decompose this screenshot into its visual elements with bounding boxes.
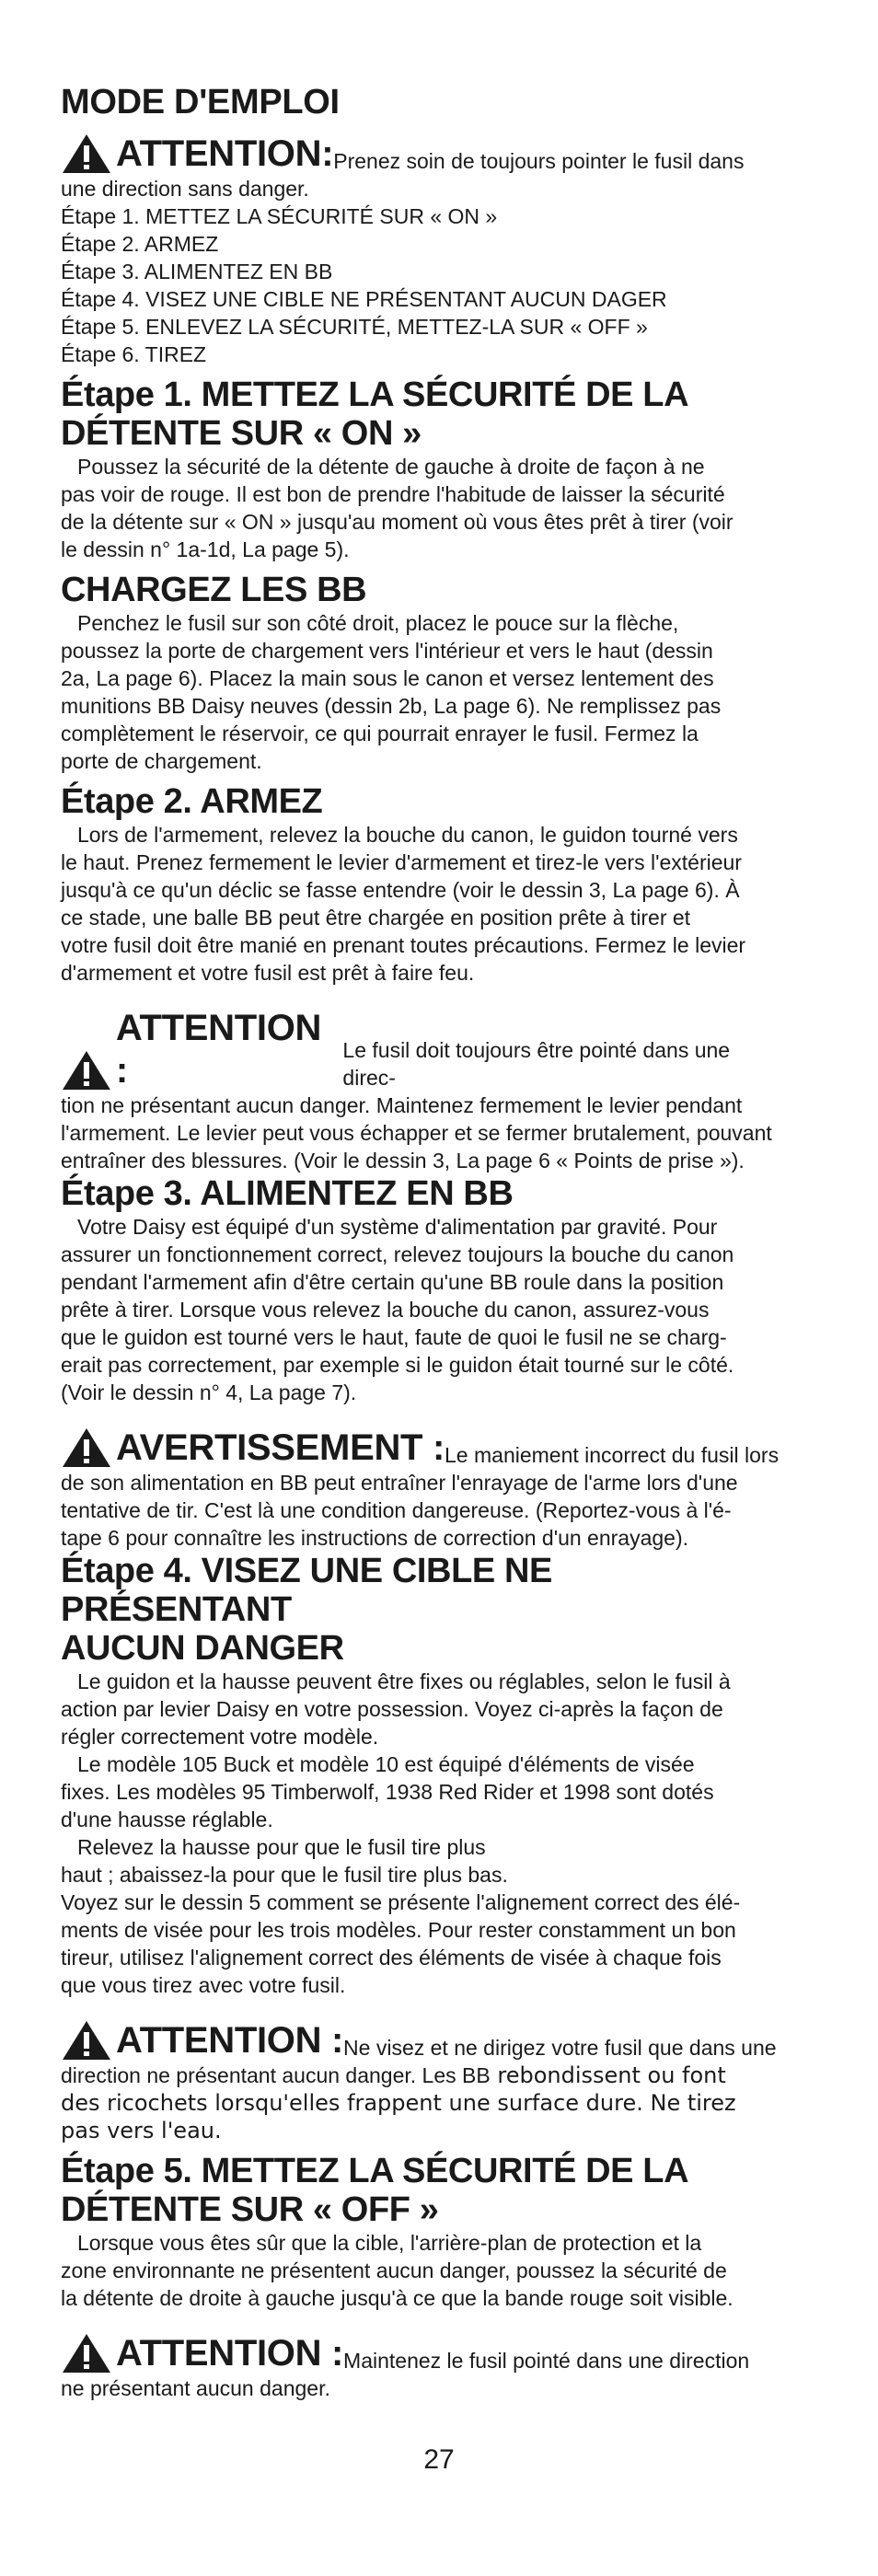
step1-heading-line1: Étape 1. METTEZ LA SÉCURITÉ DE LA <box>61 375 689 414</box>
step2-body <box>61 821 788 987</box>
body-line: Voyez sur le dessin 5 comment se présente l'alignement correct des élé- <box>61 1890 741 1914</box>
warning-label: ATTENTION : <box>116 2020 344 2061</box>
steps-list <box>61 202 788 368</box>
warning-label: AVERTISSEMENT : <box>116 1427 445 1468</box>
body-line: complètement le réservoir, ce qui pourrait enrayer le fusil. Fermez la <box>61 722 699 745</box>
warning-text: Le fusil doit toujours être pointé dans une direc- <box>342 1038 731 1090</box>
warning-triangle-icon <box>61 1049 112 1092</box>
body-line: ments de visée pour les trois modèles. Pour rester constamment un bon <box>61 1918 736 1942</box>
steps-list-item: Étape 3. ALIMENTEZ EN BB <box>61 260 333 283</box>
warning-line-part: rebondissent ou font <box>490 2062 726 2088</box>
body-line: Lors de l'armement, relevez la bouche du canon, le guidon tourné vers <box>77 823 738 847</box>
steps-list-item: Étape 1. METTEZ LA SÉCURITÉ SUR « ON » <box>61 204 498 228</box>
charge-heading: CHARGEZ LES BB <box>61 571 367 609</box>
step3-body <box>61 1213 788 1406</box>
warning-triangle-icon <box>61 2332 112 2374</box>
body-line: Le modèle 105 Buck et modèle 10 est équipé d'éléments de visée <box>77 1752 695 1776</box>
body-line: porte de chargement. <box>61 749 262 773</box>
warning-label: ATTENTION : <box>116 2333 344 2374</box>
body-line: Lorsque vous êtes sûr que la cible, l'arrière-plan de protection et la <box>77 2231 702 2255</box>
step1-heading-line2: DÉTENTE SUR « ON » <box>61 414 422 453</box>
body-line: que le guidon est tourné vers le haut, faute de quoi le fusil ne se charg- <box>61 1325 727 1349</box>
step4-heading-line1: Étape 4. VISEZ UNE CIBLE NE PRÉSENTANT <box>61 1552 552 1629</box>
body-line: le dessin n° 1a-1d, La page 5). <box>61 537 350 561</box>
warning-block <box>61 2019 788 2144</box>
body-line: poussez la porte de chargement vers l'intérieur et vers le haut (dessin <box>61 639 713 663</box>
body-line: ce stade, une balle BB peut être chargée en position prête à tirer et <box>61 906 691 930</box>
warning-line: pas vers l'eau. <box>61 2118 222 2143</box>
warning-line: entraîner des blessures. (Voir le dessin 3, La page 6 « Points de prise »). <box>61 1149 745 1172</box>
step4-heading <box>61 1552 788 1668</box>
step5-heading-line1: Étape 5. METTEZ LA SÉCURITÉ DE LA <box>61 2152 689 2190</box>
page-number: 27 <box>423 2444 455 2475</box>
body-line: Le guidon et la hausse peuvent être fixes ou réglables, selon le fusil à <box>77 1669 731 1693</box>
warning-block <box>61 2332 788 2402</box>
body-line: Penchez le fusil sur son côté droit, placez le pouce sur la flèche, <box>77 611 679 635</box>
warning-line: tape 6 pour connaître les instructions de correction d'un enrayage). <box>61 1526 689 1550</box>
body-line: fixes. Les modèles 95 Timberwolf, 1938 Red Rider et 1998 sont dotés <box>61 1780 714 1804</box>
body-line: Votre Daisy est équipé d'un système d'alimentation par gravité. Pour <box>77 1215 718 1239</box>
body-line: tireur, utilisez l'alignement correct des éléments de visée à chaque fois <box>61 1946 722 1970</box>
body-line: 2a, La page 6). Placez la main sous le canon et versez lentement des <box>61 666 714 690</box>
body-line: de la détente sur « ON » jusqu'au moment où vous êtes prêt à tirer (voir <box>61 510 734 534</box>
warning-text-rest: ne présentant aucun danger. <box>61 2376 330 2400</box>
step3-heading: Étape 3. ALIMENTEZ EN BB <box>61 1174 514 1213</box>
warning-line: tentative de tir. C'est là une condition dangereuse. (Reportez-vous à l'é- <box>61 1498 732 1522</box>
body-line: pas voir de rouge. Il est bon de prendre l'habitude de laisser la sécurité <box>61 482 725 506</box>
step5-heading <box>61 2152 788 2229</box>
body-line: jusqu'à ce qu'un déclic se fasse entendre (voir le dessin 3, La page 6). À <box>61 878 740 902</box>
page-content <box>61 81 788 2402</box>
body-line: régler correctement votre modèle. <box>61 1725 379 1749</box>
body-line: pendant l'armement afin d'être certain qu'une BB roule dans la position <box>61 1270 724 1294</box>
step5-body <box>61 2229 788 2312</box>
warning-block <box>61 1007 788 1174</box>
warning-line: de son alimentation en BB peut entraîner l'enrayage de l'arme lors d'une <box>61 1471 738 1495</box>
body-line: Relevez la hausse pour que le fusil tire plus <box>77 1835 486 1859</box>
body-line: la détente de droite à gauche jusqu'à ce que la bande rouge soit visible. <box>61 2286 734 2310</box>
step2-heading: Étape 2. ARMEZ <box>61 782 323 821</box>
steps-list-item: Étape 6. TIREZ <box>61 342 207 366</box>
warning-text: Prenez soin de toujours pointer le fusil dans <box>333 149 745 173</box>
body-line: (Voir le dessin n° 4, La page 7). <box>61 1380 357 1404</box>
steps-list-item: Étape 2. ARMEZ <box>61 232 219 256</box>
warning-line: l'armement. Le levier peut vous échapper et se fermer brutalement, pouvant <box>61 1121 772 1145</box>
warning-line-part: direction ne présentant aucun danger. Les BB <box>61 2063 491 2087</box>
body-line: erait pas correctement, par exemple si le guidon était tourné sur le côté. <box>61 1353 734 1377</box>
intro-warning <box>61 133 788 202</box>
body-line: d'une hausse réglable. <box>61 1808 273 1831</box>
warning-text: Maintenez le fusil pointé dans une direction <box>343 2349 750 2373</box>
warning-label: ATTENTION: <box>116 133 334 174</box>
body-line: Poussez la sécurité de la détente de gauche à droite de façon à ne <box>77 455 705 479</box>
charge-body <box>61 609 788 775</box>
steps-list-item: Étape 4. VISEZ UNE CIBLE NE PRÉSENTANT AUCUN DAGER <box>61 287 667 311</box>
step1-body <box>61 453 788 563</box>
warning-text: Ne visez et ne dirigez votre fusil que dans une <box>343 2036 777 2060</box>
body-line: votre fusil doit être manié en prenant toutes précautions. Fermez le levier <box>61 933 746 957</box>
body-line: assurer un fonctionnement correct, relevez toujours la bouche du canon <box>61 1242 734 1266</box>
warning-line: tion ne présentant aucun danger. Maintenez fermement le levier pendant <box>61 1093 743 1117</box>
body-line: zone environnante ne présentent aucun danger, poussez la sécurité de <box>61 2258 727 2282</box>
warning-line: des ricochets lorsqu'elles frappent une surface dure. Ne tirez <box>61 2090 736 2116</box>
warning-triangle-icon <box>61 1427 112 1469</box>
body-line: prête à tirer. Lorsque vous relevez la bouche du canon, assurez-vous <box>61 1298 710 1322</box>
warning-block <box>61 1427 788 1552</box>
body-line: haut ; abaissez-la pour que le fusil tire plus bas. <box>61 1863 508 1887</box>
body-line: le haut. Prenez fermement le levier d'armement et tirez-le vers l'extérieur <box>61 850 742 874</box>
body-line: que vous tirez avec votre fusil. <box>61 1973 346 1997</box>
warning-triangle-icon <box>61 2019 112 2062</box>
body-line: action par levier Daisy en votre possession. Voyez ci-après la façon de <box>61 1697 723 1721</box>
warning-line <box>61 2062 788 2089</box>
warning-text: Le maniement incorrect du fusil lors <box>445 1443 780 1467</box>
warning-triangle-icon <box>61 133 112 175</box>
steps-list-item: Étape 5. ENLEVEZ LA SÉCURITÉ, METTEZ-LA SUR « OFF » <box>61 315 648 339</box>
step1-heading <box>61 375 788 453</box>
step5-heading-line2: DÉTENTE SUR « OFF » <box>61 2190 439 2229</box>
warning-text-rest: une direction sans danger. <box>61 177 309 201</box>
body-line: munitions BB Daisy neuves (dessin 2b, La page 6). Ne remplissez pas <box>61 694 722 718</box>
warning-label: ATTENTION : <box>115 1008 322 1091</box>
step4-body <box>61 1668 788 1999</box>
body-line: d'armement et votre fusil est prêt à faire feu. <box>61 961 475 985</box>
page-title: MODE D'EMPLOI <box>61 83 340 121</box>
step4-heading-line2: AUCUN DANGER <box>61 1629 344 1668</box>
